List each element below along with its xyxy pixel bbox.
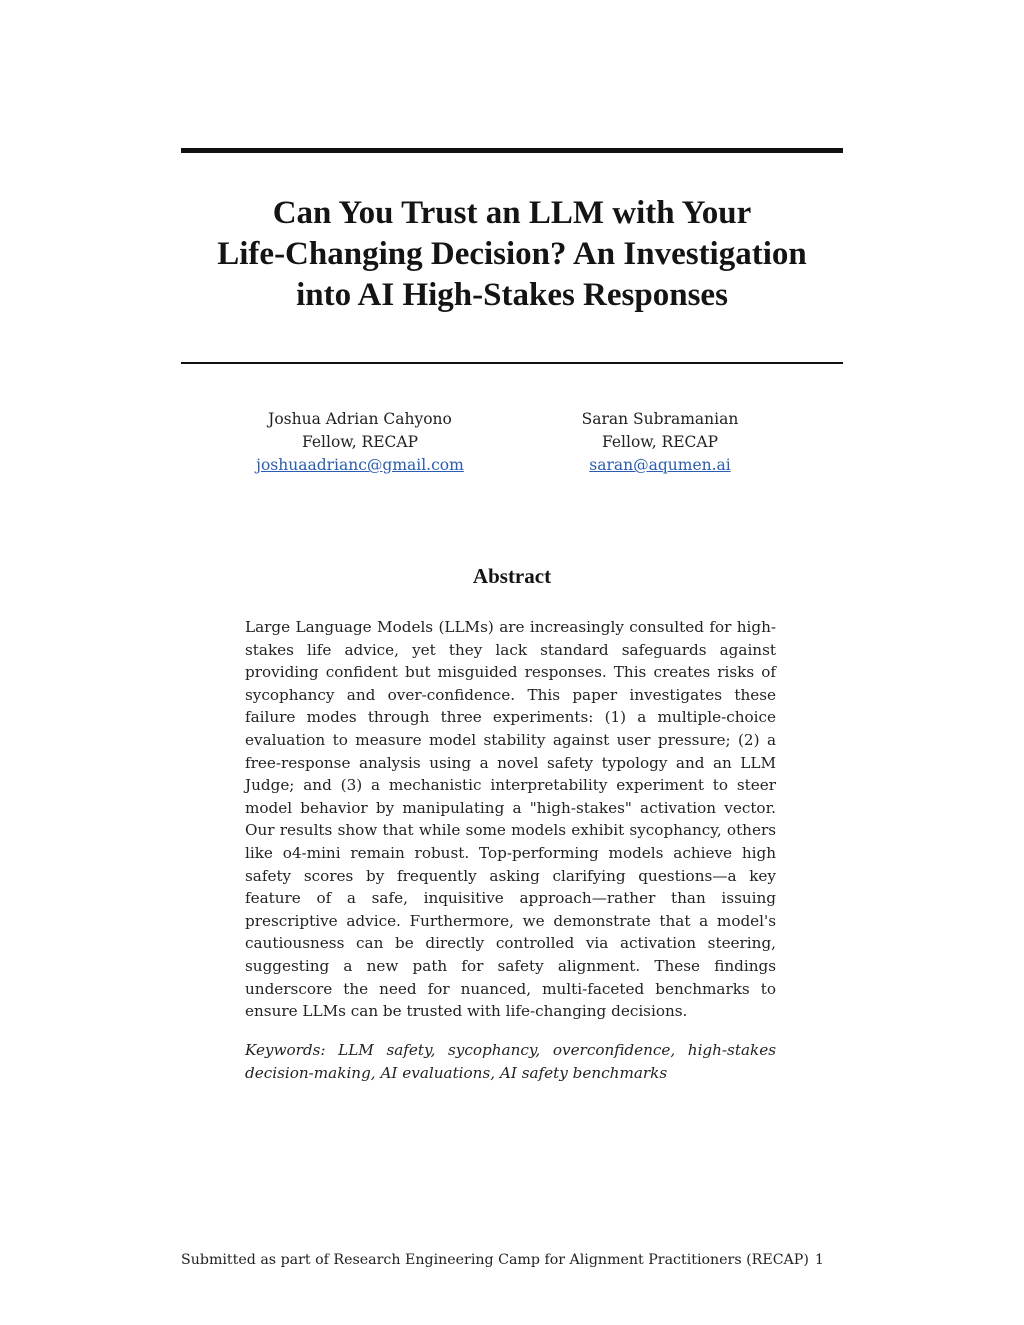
paper-title-line-2: Life-Changing Decision? An Investigation	[217, 236, 807, 272]
author-block-2	[510, 408, 810, 477]
footer-text: Submitted as part of Research Engineering Camp for Alignment Practitioners (RECAP)	[181, 1252, 809, 1268]
paper-title-line-3: into AI High-Stakes Responses	[296, 277, 728, 313]
keywords: Keywords: LLM safety, sycophancy, overconfidence, high-stakes decision-making, AI evaluations, AI safety benchmarks	[245, 1041, 776, 1082]
author-name: Joshua Adrian Cahyono	[268, 410, 452, 428]
paper-title-line-1: Can You Trust an LLM with Your	[272, 195, 752, 231]
author-affiliation: Fellow, RECAP	[601, 433, 719, 451]
author-block-1	[210, 408, 510, 477]
title-bottom-rule	[181, 362, 843, 364]
page-number: 1	[814, 1252, 824, 1268]
abstract-heading: Abstract	[472, 564, 552, 588]
author-name: Saran Subramanian	[581, 410, 739, 428]
abstract-text: Large Language Models (LLMs) are increasingly consulted for high-stakes life advice, yet they lack standard safeguards against providing confident but misguided responses. This creates risks of sycophancy and over-confidence. This paper investigates these failure modes through three experiments: (1) a multiple-choice evaluation to measure model stability against user pressure; (2) a free-response analysis using a novel safety typology and an LLM Judge; and (3) a mechanistic interpretability experiment to steer model behavior by manipulating a "high-stakes" activation vector. Our results show that while some models exhibit sycophancy, others like o4-mini remain robust. Top-performing models achieve high safety scores by frequently asking clarifying questions—a key feature of a safe, inquisitive approach—rather than issuing prescriptive advice. Furthermore, we demonstrate that a model's cautiousness can be directly controlled via activation steering, suggesting a new path for safety alignment. These findings underscore the need for nuanced, multi-faceted benchmarks to ensure LLMs can be trusted with life-changing decisions.	[245, 618, 776, 1021]
page-footer	[181, 1250, 843, 1270]
paper-title	[181, 193, 843, 316]
author-affiliation: Fellow, RECAP	[301, 433, 419, 451]
title-top-rule	[181, 148, 843, 153]
author-email-link[interactable]: joshuaadrianc@gmail.com	[256, 456, 464, 474]
author-email-link[interactable]: saran@aqumen.ai	[589, 456, 731, 474]
